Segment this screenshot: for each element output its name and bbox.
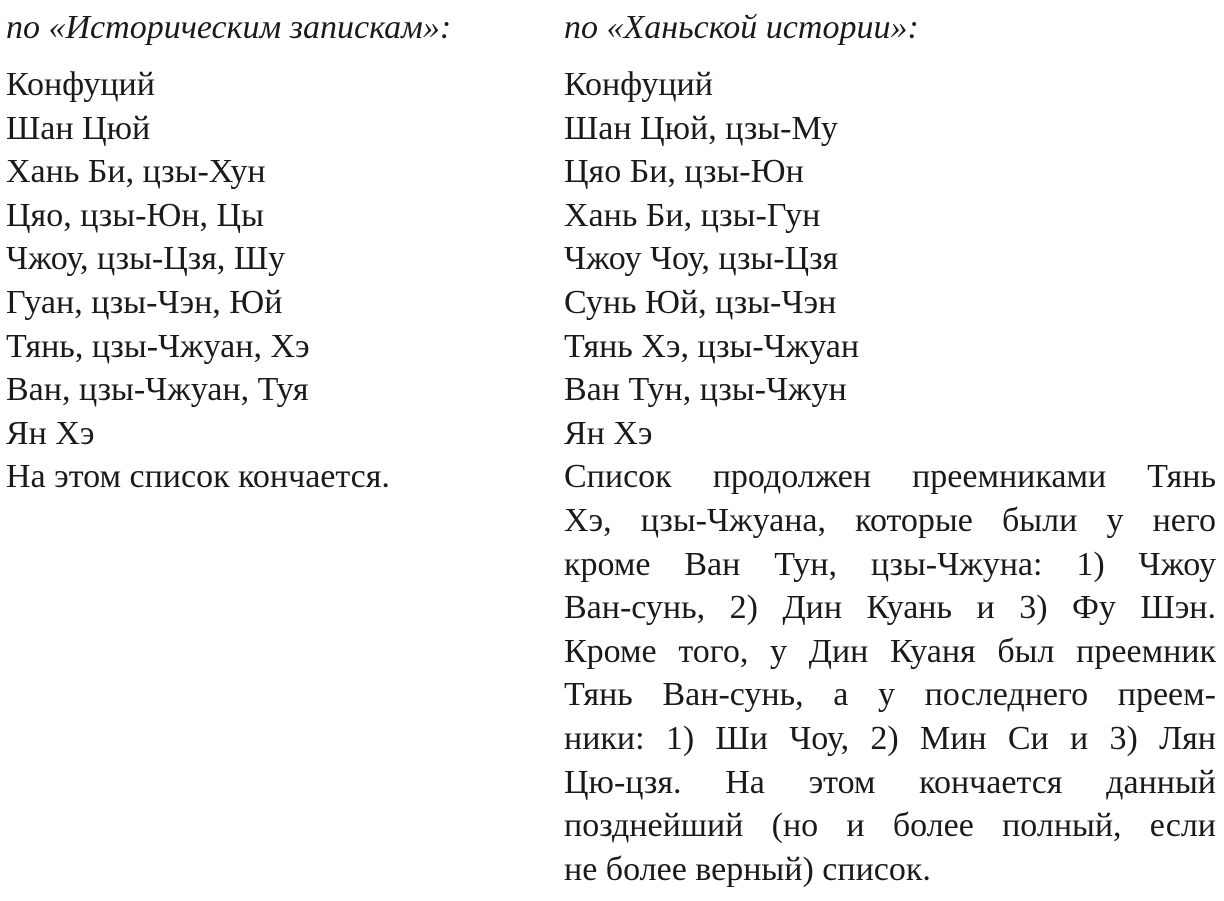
name-list-item: Цяо, цзы-Юн, Цы — [6, 196, 264, 234]
paragraph-line: позднейший (но и более полный, если — [564, 807, 1216, 845]
name-list-han-history — [564, 63, 1216, 455]
column-han-history — [564, 6, 1216, 901]
name-list-item: Тянь, цзы-Чжуан, Хэ — [6, 327, 310, 365]
name-list-item: Ян Хэ — [564, 414, 653, 452]
name-list-historical-records — [6, 63, 564, 499]
name-list-item: Хань Би, цзы-Хун — [6, 153, 266, 191]
paragraph-line: Тянь Ван-сунь, а у последнего преем- — [564, 676, 1216, 714]
name-list-item: Чжоу, цзы-Цзя, Шу — [6, 240, 286, 278]
name-list-item: Чжоу Чоу, цзы-Цзя — [564, 240, 839, 278]
column-header-historical-records: по «Историческим запискам»: — [6, 9, 452, 46]
paragraph-line: Список продолжен преемниками Тянь — [564, 458, 1216, 496]
name-list-item: Ван Тун, цзы-Чжун — [564, 371, 847, 409]
continuation-paragraph — [564, 455, 1216, 891]
name-list-item: Сунь Юй, цзы-Чэн — [564, 283, 837, 321]
name-list-item: Ван, цзы-Чжуан, Туя — [6, 371, 309, 409]
name-list-item: Конфуций — [6, 66, 155, 103]
column-historical-records — [6, 6, 564, 901]
name-list-item: Конфуций — [564, 66, 713, 103]
paragraph-line: Цю-цзя. На этом кончается данный — [564, 763, 1216, 801]
name-list-item: Тянь Хэ, цзы-Чжуан — [564, 327, 860, 365]
paragraph-line: не более верный) список. — [564, 850, 931, 888]
name-list-item: На этом список кончается. — [6, 458, 390, 496]
paragraph-line: кроме Ван Тун, цзы-Чжуна: 1) Чжоу — [564, 545, 1216, 583]
name-list-item: Ян Хэ — [6, 414, 95, 452]
name-list-item: Цяо Би, цзы-Юн — [564, 153, 804, 191]
name-list-item: Шан Цюй, цзы-Му — [564, 109, 838, 147]
paragraph-line: ники: 1) Ши Чоу, 2) Мин Си и 3) Лян — [564, 719, 1216, 757]
paragraph-line: Кроме того, у Дин Куаня был преемник — [564, 632, 1216, 670]
column-header-han-history: по «Ханьской истории»: — [564, 9, 919, 46]
name-list-item: Шан Цюй — [6, 109, 151, 147]
paragraph-line: Хэ, цзы-Чжуана, которые были у него — [564, 501, 1216, 539]
name-list-item: Хань Би, цзы-Гун — [564, 196, 821, 234]
paragraph-line: Ван-сунь, 2) Дин Куань и 3) Фу Шэн. — [564, 589, 1216, 627]
name-list-item: Гуан, цзы-Чэн, Юй — [6, 283, 283, 321]
